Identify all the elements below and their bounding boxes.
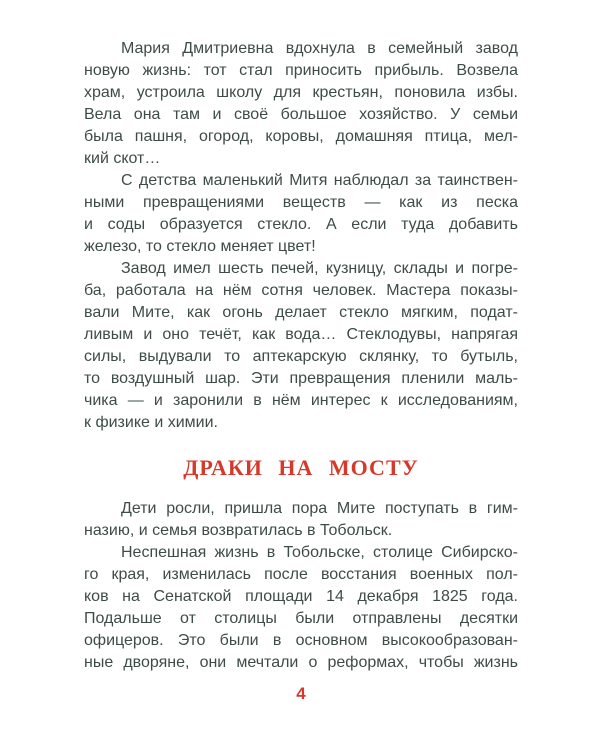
text-line: С детства маленький Митя наблюдал за таинствен- bbox=[121, 172, 518, 189]
text-line: Дети росли, пришла пора Мите поступать в гим- bbox=[121, 500, 518, 517]
paragraph bbox=[84, 258, 518, 434]
text-line: вали Мите, как огонь делает стекло мягким, подат- bbox=[84, 304, 518, 321]
text-line: Вела она там и своё большое хозяйство. У семьи bbox=[84, 106, 518, 123]
text-line: к физике и химии. bbox=[84, 414, 218, 431]
text-block bbox=[84, 38, 518, 705]
text-line: назию, и семья возвратилась в Тобольск. bbox=[84, 522, 393, 539]
text-line: новую жизнь: тот стал приносить прибыль. Возвела bbox=[84, 62, 518, 79]
text-line: силы, выдували то аптекарскую склянку, то бутыль, bbox=[84, 348, 518, 365]
paragraph bbox=[84, 170, 518, 258]
text-line: ные дворяне, они мечтали о реформах, чтобы жизнь bbox=[84, 654, 518, 671]
text-line: Мария Дмитриевна вдохнула в семейный завод bbox=[121, 40, 518, 57]
text-line: храм, устроила школу для крестьян, поновила избы. bbox=[84, 84, 518, 101]
section-heading: ДРАКИ НА МОСТУ bbox=[183, 455, 419, 480]
text-line: то воздушный шар. Эти превращения пленили маль- bbox=[84, 370, 518, 387]
page-number: 4 bbox=[296, 684, 306, 703]
paragraph bbox=[84, 38, 518, 170]
text-line: Подальше от столицы были отправлены десятки bbox=[84, 610, 518, 627]
text-line: железо, то стекло меняет цвет! bbox=[84, 238, 316, 255]
paragraph-group-top bbox=[84, 38, 518, 434]
paragraph bbox=[84, 542, 518, 674]
text-line: Завод имел шесть печей, кузницу, склады и погре- bbox=[121, 260, 518, 277]
text-line: была пашня, огород, коровы, домашняя птица, мел- bbox=[84, 128, 518, 145]
text-line: чика — и заронили в нём интерес к исследованиям, bbox=[84, 392, 518, 409]
text-line: офицеров. Это были в основном высокообразован- bbox=[84, 632, 518, 649]
text-line: и соды образуется стекло. А если туда добавить bbox=[84, 216, 518, 233]
paragraph-group-bottom bbox=[84, 498, 518, 674]
text-line: кий скот… bbox=[84, 150, 161, 167]
text-line: ливым и оно течёт, как вода… Стеклодувы, напрягая bbox=[84, 326, 518, 343]
text-line: Неспешная жизнь в Тобольске, столице Сибирско- bbox=[121, 544, 518, 561]
text-line: ба, работала на нём сотня человек. Мастера показы- bbox=[84, 282, 518, 299]
text-line: ков на Сенатской площади 14 декабря 1825 года. bbox=[84, 588, 518, 605]
paragraph bbox=[84, 498, 518, 542]
text-line: ными превращениями веществ — как из песка bbox=[84, 194, 518, 211]
text-line: го края, изменилась после восстания военных пол- bbox=[84, 566, 518, 583]
